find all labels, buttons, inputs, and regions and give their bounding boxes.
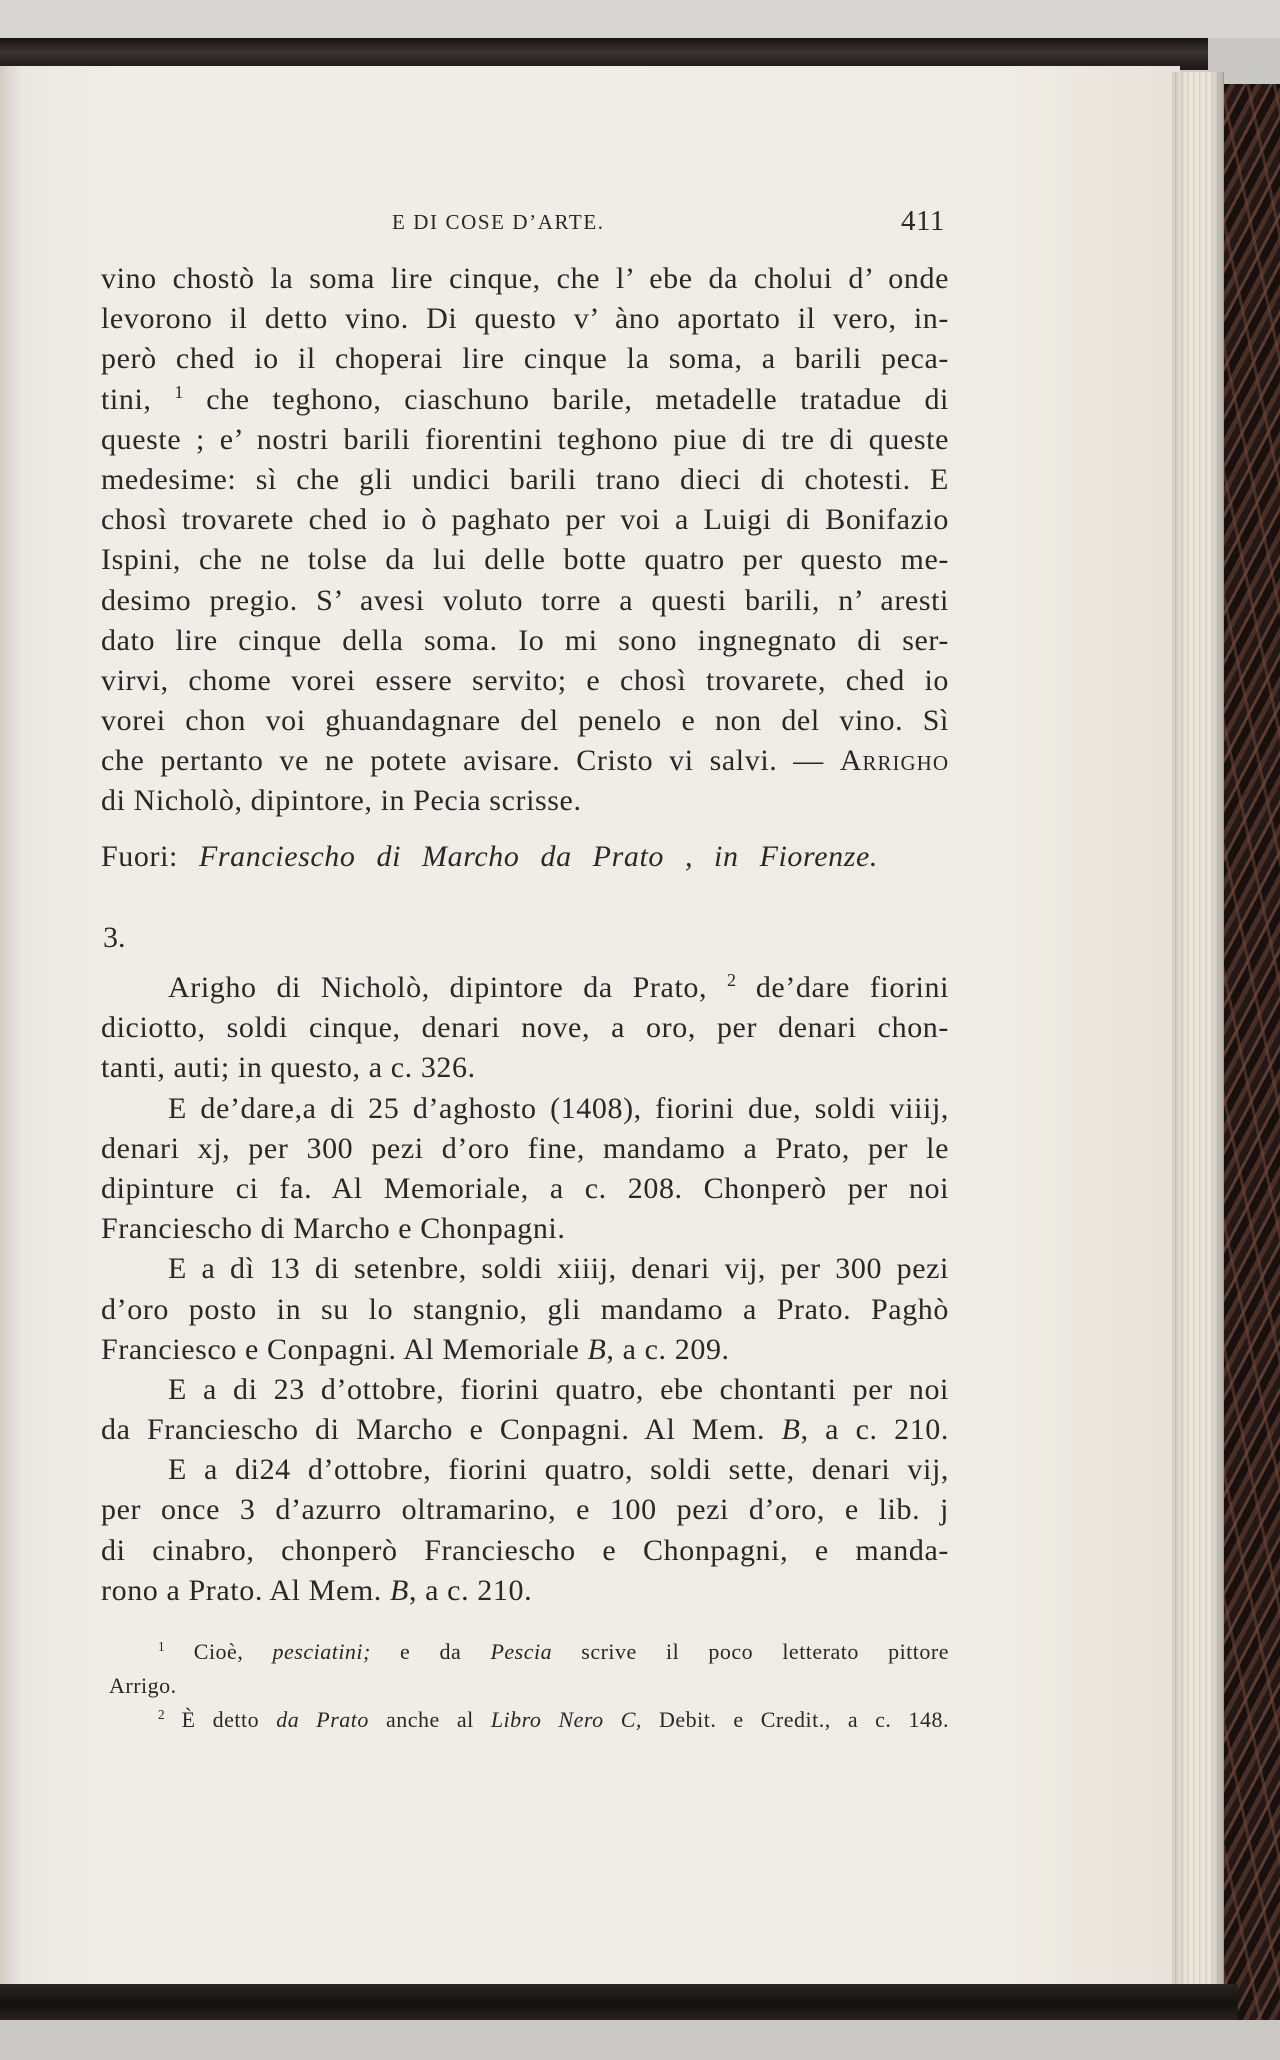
entry-line: denari xj, per 300 pezi d’oro fine, mandamo a Prato, per le	[101, 1131, 949, 1165]
italic-text: Libro Nero C,	[490, 1707, 642, 1732]
entry-line	[101, 1571, 949, 1611]
entry-line	[101, 1410, 949, 1450]
line-text: , a c. 210.	[800, 1413, 949, 1447]
line-text: de’dare fiorini	[735, 971, 950, 1004]
entry-line: d’oro posto in su lo stangnio, gli mandamo a Prato. Paghò	[101, 1292, 949, 1326]
letter-line: levorono il detto vino. Di questo v’ àno aportato il vero, in-	[101, 302, 949, 336]
letter-outside-address	[101, 837, 878, 877]
footnote-ref-2: 2	[726, 970, 736, 991]
letter-line: però ched io il choperai lire cinque la soma, a barili peca-	[101, 342, 949, 376]
letter-body	[101, 259, 949, 822]
footnote-text: e da	[370, 1639, 491, 1664]
entry-line	[101, 968, 949, 1008]
entry-line: per once 3 d’azurro oltramarino, e 100 pezi d’oro, e lib. j	[101, 1493, 949, 1527]
letter-line: queste ; e’ nostri barili fiorentini teghono piue di tre di queste	[101, 422, 949, 456]
italic-text: pesciatini;	[272, 1639, 371, 1664]
address-label: Fuori:	[101, 840, 178, 873]
entry-line: tanti, auti; in questo, a c. 326.	[101, 1051, 476, 1085]
entry-line: E a di24 d’ottobre, fiorini quatro, soldi sette, denari vij,	[168, 1453, 949, 1487]
italic-text: da Prato	[276, 1707, 369, 1732]
footnote-text: anche al	[368, 1707, 491, 1732]
letter-line: vino chostò la soma lire cinque, che l’ ebe da cholui d’ onde	[101, 262, 949, 295]
letter-line: virvi, chome vorei essere servito; e chosì trovarete, ched io	[101, 663, 949, 697]
footnote-marker: 2	[158, 1707, 165, 1723]
footnote-ref-1: 1	[174, 381, 184, 402]
footnote-text: scrive il poco letterato pittore	[552, 1639, 949, 1664]
running-head-title: E DI COSE D’ARTE.	[392, 210, 605, 234]
footnote-1-continuation: Arrigo.	[109, 1673, 177, 1698]
line-text: rono a Prato. Al Mem.	[101, 1573, 391, 1607]
document-3-body	[101, 968, 949, 1611]
line-text: tini,	[101, 382, 175, 416]
entry-line: Franciescho di Marcho e Chonpagni.	[101, 1212, 566, 1246]
line-text: Arigho di Nicholò, dipintore da Prato,	[168, 971, 727, 1004]
book-binding-bottom	[0, 1984, 1238, 2024]
italic-text: B	[587, 1332, 607, 1366]
letter-line: medesime: sì che gli undici barili trano dieci di chotesti. E	[101, 462, 949, 496]
line-text: , a c. 210.	[408, 1573, 533, 1607]
scan-background-top	[0, 0, 1280, 42]
line-text: che pertanto ve ne potete avisare. Cristo vi salvi. —	[101, 744, 840, 778]
letter-line: di Nicholò, dipintore, in Pecia scrisse.	[101, 784, 582, 818]
letter-line: dato lire cinque della soma. Io mi sono ingnegnato di ser-	[101, 623, 949, 657]
letter-line: desimo pregio. S’ avesi voluto torre a questi barili, n’ aresti	[101, 583, 949, 617]
entry-line: dipinture ci fa. Al Memoriale, a c. 208. Chonperò per noi	[101, 1171, 949, 1205]
letter-line	[101, 741, 949, 781]
footnote-2	[109, 1703, 949, 1737]
signature-name: Arrigho	[839, 744, 949, 778]
footnote-marker: 1	[158, 1639, 165, 1655]
scan-background-bottom	[0, 2020, 1280, 2060]
entry-line	[101, 1330, 949, 1370]
page-number: 411	[901, 205, 945, 237]
entry-line: E de’dare,a di 25 d’aghosto (1408), fiorini due, soldi viiij,	[168, 1091, 949, 1125]
line-text: da Franciescho di Marcho e Conpagni. Al Mem.	[101, 1413, 782, 1447]
italic-text: B	[390, 1573, 409, 1607]
letter-line: Ispini, che ne tolse da lui delle botte quatro per questo me-	[101, 543, 949, 577]
letter-line: vorei chon voi ghuandagnare del penelo e non del vino. Sì	[101, 704, 949, 738]
entry-line: diciotto, soldi cinque, denari nove, a oro, per denari chon-	[101, 1011, 949, 1045]
document-number: 3.	[103, 921, 126, 954]
italic-text: Pescia	[490, 1639, 553, 1664]
letter-line	[101, 380, 949, 420]
address-italic-text: Franciescho di Marcho da Prato , in Fiorenze.	[198, 840, 879, 873]
footnote-text: È detto	[164, 1707, 277, 1732]
page-fore-edge	[1172, 72, 1224, 1984]
line-text: che teghono, ciaschuno barile, metadelle tratadue di	[183, 382, 949, 416]
line-text: , a c. 209.	[606, 1332, 730, 1366]
footnote-1	[109, 1635, 949, 1669]
entry-line: di cinabro, chonperò Franciescho e Chonpagni, e manda-	[101, 1533, 949, 1567]
footnote-text: Cioè,	[164, 1639, 273, 1664]
entry-line: E a di 23 d’ottobre, fiorini quatro, ebe chontanti per noi	[168, 1372, 949, 1406]
letter-line: chosì trovarete ched io ò paghato per voi a Luigi di Bonifazio	[101, 503, 949, 537]
footnote-text: Debit. e Credit., a c. 148.	[641, 1707, 949, 1732]
line-text: Franciesco e Conpagni. Al Memoriale	[101, 1332, 588, 1366]
italic-text: B	[781, 1413, 801, 1447]
entry-line: E a dì 13 di setenbre, soldi xiiij, denari vij, per 300 pezi	[168, 1252, 949, 1286]
footnotes	[109, 1635, 949, 1737]
book-cover-marbled-edge	[1222, 84, 1280, 2024]
